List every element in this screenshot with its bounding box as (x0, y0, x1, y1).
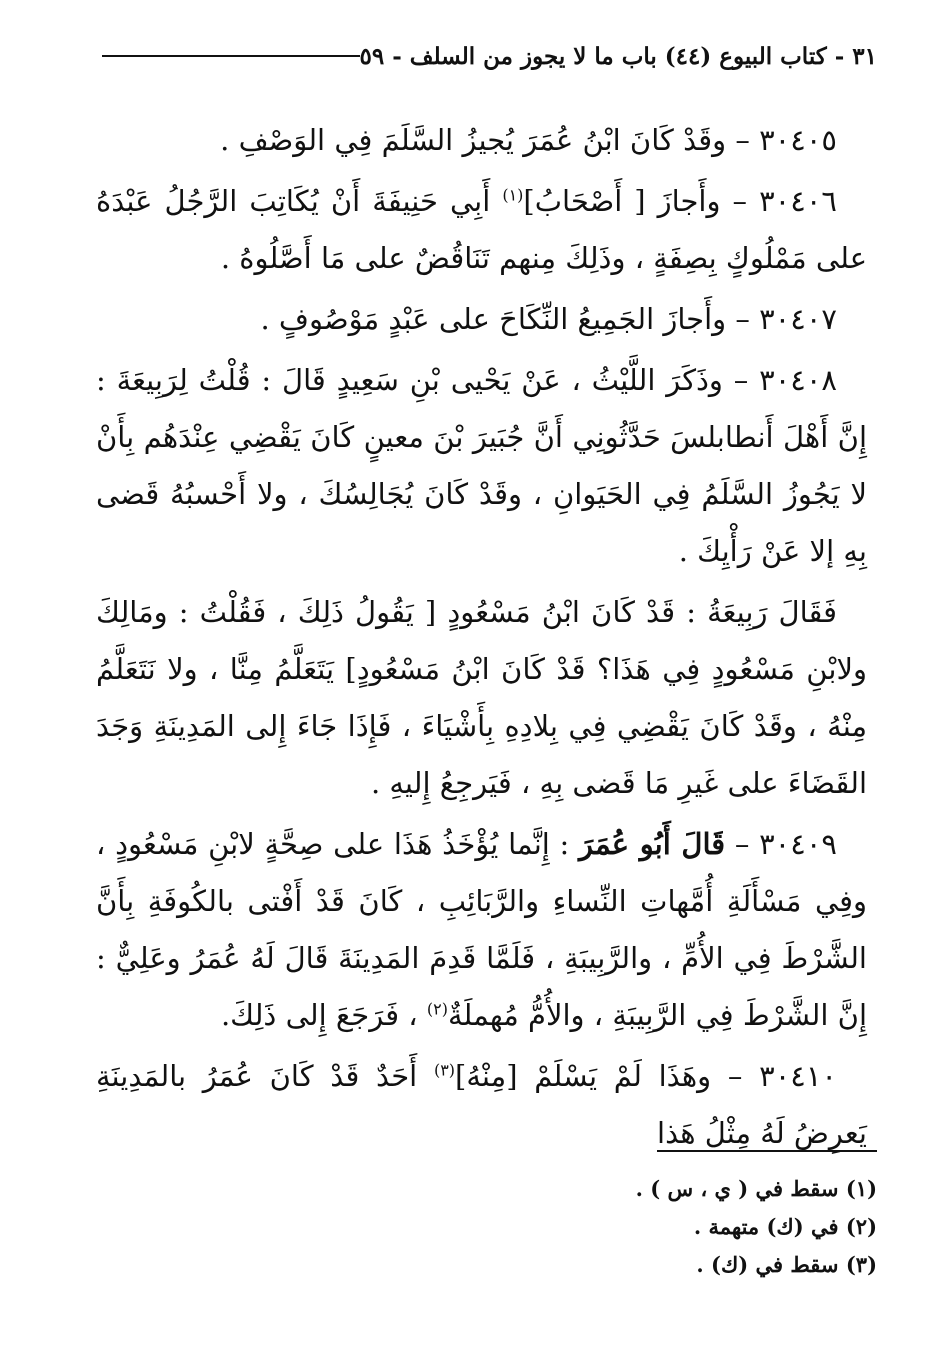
paragraph-text: فَقَالَ رَبِيعَةُ : قَدْ كَانَ ابْنُ مَسْعُودٍ [ يَقُولُ ذَلِكَ ، فَقُلْتُ : ومَالِكَ ولابْنِ مَسْعُودٍ فِي هَذَا؟ قَدْ كَانَ ابْنُ مَسْعُودٍ] يَتَعَلَّمُ مِنَّا ، ولا نَتَعَلَّمُ مِنْهُ ، وقَدْ كَانَ يَقْضِي فِي بِلادِهِ بِأَشْيَاءَ ، فَإِذَا جَاءَ إِلى المَدِينَةِ وَجَدَ القَضَاءَ على غَيرِ مَا قَضى بِهِ ، فَيَرجِعُ إِليهِ . (96, 595, 867, 800)
paragraph-text: – وأَجازَ [ أَصْحَابُ] (523, 184, 748, 218)
footnote-ref-2[interactable]: (٢) (426, 999, 448, 1019)
footnotes (400, 1170, 877, 1284)
footnote-3: (٣) سقط في (ك) . (696, 1252, 877, 1277)
paragraph-30407 (96, 291, 867, 348)
paragraph-text-continued: أَبِي حَنِيفَةَ أَنْ يُكَاتِبَ الرَّجُلُ عَبْدَهُ على مَمْلُوكٍ بِصِفَةٍ ، وذَلِكَ مِنهم تَنَاقُضٌ على مَا أَصَّلُوهُ . (96, 184, 867, 275)
paragraph-30406 (96, 173, 867, 287)
speaker-lead: قَالَ أَبُو عُمَرَ (579, 827, 726, 861)
paragraph-30408 (96, 352, 867, 580)
header-rule (102, 55, 360, 57)
paragraph-text-continued: ، فَرَجَعَ إِلى ذَلِكَ. (220, 998, 427, 1032)
paragraph-text: – وهَذَا لَمْ يَسْلَمْ [مِنْهُ] (455, 1059, 743, 1093)
paragraph-text: – وقَدْ كَانَ ابْنُ عُمَرَ يُجيزُ السَّلَمَ فِي الوَصْفِ . (220, 123, 750, 157)
header-text: ٣١ - كتاب البيوع (٤٤) باب ما لا يجوز من السلف - ٥٩ (359, 42, 877, 70)
paragraph-number: ٣٠٤٠٧ (759, 302, 837, 336)
paragraph-number: ٣٠٤٠٦ (759, 184, 837, 218)
main-text (96, 112, 867, 1166)
footnote-separator (657, 1150, 877, 1152)
paragraph-30405 (96, 112, 867, 169)
footnote-1: (١) سقط في ( ي ، س ) . (635, 1176, 877, 1201)
paragraph-number: ٣٠٤١٠ (759, 1059, 838, 1093)
paragraph-continuation (96, 584, 867, 812)
paragraph-number: ٣٠٤٠٥ (759, 123, 837, 157)
paragraph-30409: ٣٠٤٠٩ – قَالَ أَبُو عُمَرَ : إِنَّما يُؤْخَذُ هَذَا على صِحَّةٍ لابْنِ مَسْعُودٍ ، وفِي مَسْأَلَةِ أُمَّهاتِ النِّساءِ والرَّبَائِبِ ، كَانَ قَدْ أَفْتى بالكُوفَةِ بِأَنَّ الشَّرْطَ فِي الأُمِّ ، والرَّبِيبَةِ ، فَلَمَّا قَدِمَ المَدِينَةَ قَالَ لَهُ عُمَرُ وعَلِيٌّ : إِنَّ الشَّرْطَ فِي الرَّبِيبَةِ ، والأُمُّ مُهملَةٌ$^{(٢)}$ ، فَرَجَعَ إِلى ذَلِكَ. (96, 827, 867, 1032)
footnote-2: (٢) في (ك) متهمة . (693, 1214, 877, 1239)
paragraph-number: ٣٠٤٠٨ (759, 363, 838, 397)
paragraph-text: – وذَكَرَ اللَّيْثُ ، عَنْ يَحْيى بْنِ سَعِيدٍ قَالَ : قُلْتُ لِرَبِيعَةَ : إِنَّ أَهْلَ أَنطابلسَ حَدَّثُونِي أَنَّ جُبَيرَ بْنَ معينٍ كَانَ يَقْضِي عِنْدَهُم بِأَنْ لا يَجُوزُ السَّلَمُ فِي الحَيَوانِ ، وقَدْ كَانَ يُجَالِسُكَ ، ولا أَحْسبُهُ قَضى بِهِ إلا عَنْ رَأْيِكَ . (96, 363, 867, 568)
paragraph-text: : إِنَّما يُؤْخَذُ هَذَا على صِحَّةٍ لابْنِ مَسْعُودٍ ، وفِي مَسْأَلَةِ أُمَّهاتِ النِّساءِ والرَّبَائِبِ ، كَانَ قَدْ أَفْتى بالكُوفَةِ بِأَنَّ الشَّرْطَ فِي الأُمِّ ، والرَّبِيبَةِ ، فَلَمَّا قَدِمَ المَدِينَةَ قَالَ لَهُ عُمَرُ وعَلِيٌّ : إِنَّ الشَّرْطَ فِي الرَّبِيبَةِ ، والأُمُّ مُهملَةٌ (96, 827, 867, 1032)
paragraph-text-continued: أَحَدٌ قَدْ كَانَ عُمَرُ بالمَدِينَةِ يَعرِضُ لَهُ مِثْلُ هَذا (96, 1059, 867, 1150)
paragraph-text: – وأَجازَ الجَمِيعُ النِّكَاحَ على عَبْدٍ مَوْصُوفٍ . (260, 302, 750, 336)
footnote-ref-3[interactable]: (٣) (433, 1060, 456, 1080)
running-header (88, 36, 877, 76)
paragraph-number: ٣٠٤٠٩ (759, 827, 837, 861)
footnote-ref-1[interactable]: (١) (502, 185, 524, 205)
paragraph-30410 (96, 1048, 867, 1162)
